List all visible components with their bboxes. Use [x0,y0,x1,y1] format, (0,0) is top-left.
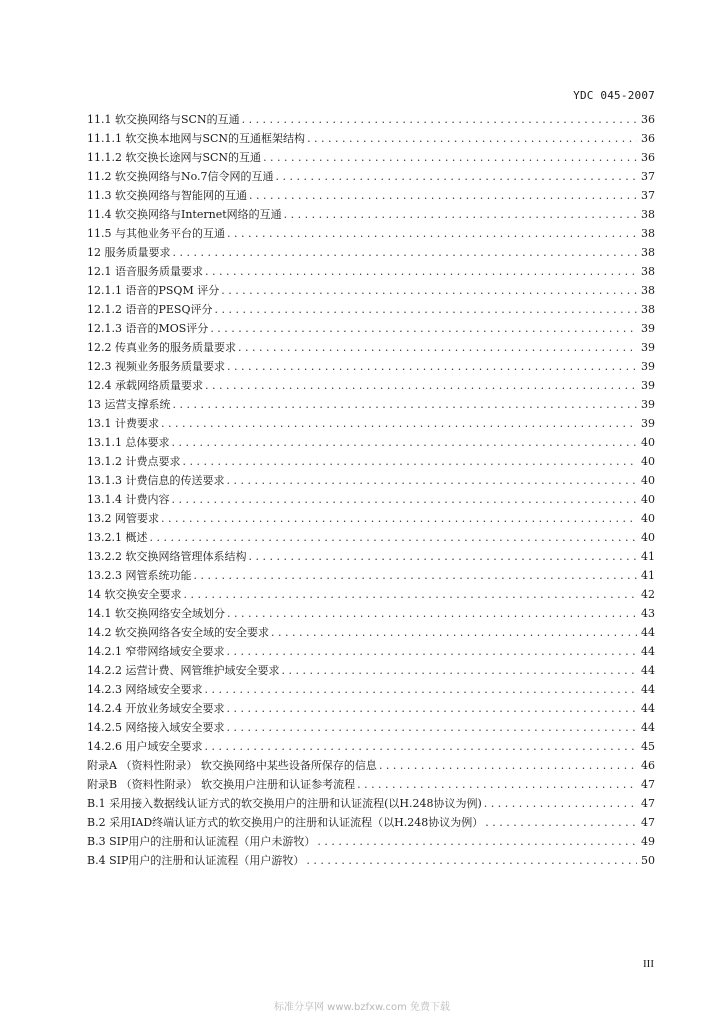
toc-entry-title: B.4 SIP用户的注册和认证流程（用户游牧） [87,854,305,867]
toc-entry[interactable] [87,718,655,737]
toc-entry-title: 14.2.1 窄带网络域安全要求 [87,645,225,658]
toc-entry[interactable] [87,243,655,262]
toc-leader-dots [263,148,637,167]
toc-entry-title: 11.1.1 软交换本地网与SCN的互通框架结构 [87,132,306,145]
toc-leader-dots [484,794,637,813]
toc-entry-page: 43 [641,607,655,620]
toc-leader-dots [317,832,637,851]
toc-entry[interactable] [87,604,655,623]
toc-leader-dots [226,642,637,661]
toc-entry[interactable] [87,395,655,414]
toc-entry-title: 13 运营支撑系统 [87,398,171,411]
toc-leader-dots [281,661,637,680]
toc-entry[interactable] [87,110,655,129]
toc-leader-dots [227,224,637,243]
toc-entry-title: 12.1.1 语音的PSQM 评分 [87,284,220,297]
toc-leader-dots [271,623,637,642]
toc-leader-dots [149,528,637,547]
toc-entry-page: 38 [641,208,655,221]
toc-entry-title: 11.5 与其他业务平台的互通 [87,227,225,240]
toc-leader-dots [485,813,637,832]
toc-leader-dots [193,566,637,585]
toc-entry[interactable] [87,414,655,433]
toc-entry[interactable] [87,642,655,661]
toc-leader-dots [214,300,637,319]
toc-leader-dots [221,281,637,300]
toc-entry-page: 36 [641,151,655,164]
toc-entry-page: 50 [641,854,655,867]
toc-entry[interactable] [87,262,655,281]
toc-entry[interactable] [87,471,655,490]
toc-entry[interactable] [87,319,655,338]
toc-entry[interactable] [87,224,655,243]
toc-entry-title: 14.1 软交换网络安全域划分 [87,607,225,620]
toc-leader-dots [171,490,637,509]
page-number: III [643,958,654,970]
toc-entry-page: 47 [641,797,655,810]
toc-entry-page: 40 [641,436,655,449]
toc-entry-page: 39 [641,341,655,354]
toc-leader-dots [161,414,637,433]
toc-leader-dots [204,737,637,756]
toc-entry-title: 11.4 软交换网络与Internet网络的互通 [87,208,282,221]
toc-entry-title: 13.1.1 总体要求 [87,436,170,449]
toc-entry[interactable] [87,623,655,642]
toc-entry-page: 38 [641,227,655,240]
toc-entry-page: 39 [641,322,655,335]
toc-entry-page: 39 [641,360,655,373]
toc-entry[interactable] [87,680,655,699]
toc-entry-title: 12 服务质量要求 [87,246,171,259]
toc-entry-page: 38 [641,284,655,297]
toc-entry[interactable] [87,813,655,832]
toc-entry[interactable] [87,376,655,395]
toc-entry-title: 附录B （资料性附录） 软交换用户注册和认证参考流程 [87,778,356,791]
toc-entry[interactable] [87,585,655,604]
toc-entry[interactable] [87,300,655,319]
toc-entry-title: 14.2.5 网络接入域安全要求 [87,721,225,734]
toc-entry[interactable] [87,661,655,680]
toc-entry-page: 40 [641,531,655,544]
toc-entry[interactable] [87,528,655,547]
toc-entry-title: 13.2.1 概述 [87,531,148,544]
toc-entry-page: 37 [641,189,655,202]
toc-entry-page: 47 [641,816,655,829]
toc-entry-page: 44 [641,626,655,639]
toc-entry[interactable] [87,452,655,471]
toc-entry-page: 46 [641,759,655,772]
toc-leader-dots [248,547,637,566]
toc-entry-title: 12.2 传真业务的服务质量要求 [87,341,236,354]
toc-leader-dots [205,376,637,395]
toc-entry-title: 13.1.3 计费信息的传送要求 [87,474,225,487]
toc-entry[interactable] [87,699,655,718]
toc-entry[interactable] [87,737,655,756]
toc-entry-title: 14.2.4 开放业务域安全要求 [87,702,225,715]
toc-leader-dots [210,319,637,338]
toc-entry[interactable] [87,547,655,566]
toc-entry-title: 14.2.3 网络域安全要求 [87,683,203,696]
toc-entry[interactable] [87,357,655,376]
toc-entry-page: 44 [641,702,655,715]
toc-entry-page: 36 [641,132,655,145]
toc-leader-dots [171,433,637,452]
toc-leader-dots [226,471,637,490]
toc-entry-title: 附录A （资料性附录） 软交换网络中某些设备所保存的信息 [87,759,377,772]
toc-leader-dots [238,338,637,357]
toc-leader-dots [306,851,637,870]
toc-entry-page: 36 [641,113,655,126]
toc-leader-dots [227,357,637,376]
toc-entry-page: 39 [641,398,655,411]
toc-entry-title: 11.1.2 软交换长途网与SCN的互通 [87,151,262,164]
toc-entry-title: 12.4 承载网络质量要求 [87,379,203,392]
toc-entry-title: 13.1 计费要求 [87,417,159,430]
toc-entry[interactable] [87,338,655,357]
toc-entry-title: 11.1 软交换网络与SCN的互通 [87,113,240,126]
toc-entry[interactable] [87,433,655,452]
toc-leader-dots [205,262,637,281]
toc-leader-dots [276,167,637,186]
toc-entry[interactable] [87,775,655,794]
toc-entry[interactable] [87,129,655,148]
toc-leader-dots [227,604,637,623]
toc-entry-title: 12.1 语音服务质量要求 [87,265,203,278]
toc-leader-dots [249,186,637,205]
toc-entry-title: 13.2.2 软交换网络管理体系结构 [87,550,247,563]
toc-leader-dots [204,680,637,699]
toc-entry-page: 40 [641,455,655,468]
toc-leader-dots [161,509,637,528]
toc-leader-dots [182,452,637,471]
toc-entry-title: 13.2 网管要求 [87,512,159,525]
toc-entry[interactable] [87,167,655,186]
toc-entry[interactable] [87,756,655,775]
toc-entry-page: 40 [641,512,655,525]
toc-entry[interactable] [87,205,655,224]
toc-entry-title: 14 软交换安全要求 [87,588,182,601]
toc-entry-title: 14.2.2 运营计费、网管维护域安全要求 [87,664,280,677]
toc-entry-title: 14.2 软交换网络各安全域的安全要求 [87,626,269,639]
toc-entry-title: 13.1.4 计费内容 [87,493,170,506]
toc-entry-title: 13.2.3 网管系统功能 [87,569,192,582]
toc-leader-dots [357,775,637,794]
toc-entry[interactable] [87,148,655,167]
toc-entry-page: 44 [641,721,655,734]
toc-leader-dots [284,205,637,224]
document-code: YDC 045-2007 [573,89,655,102]
table-of-contents [87,110,655,870]
toc-entry-page: 44 [641,645,655,658]
toc-entry-page: 40 [641,474,655,487]
toc-entry-page: 38 [641,265,655,278]
toc-entry-title: 14.2.6 用户域安全要求 [87,740,203,753]
toc-entry[interactable] [87,832,655,851]
toc-entry-page: 42 [641,588,655,601]
toc-leader-dots [173,395,638,414]
toc-leader-dots [173,243,638,262]
toc-entry[interactable] [87,566,655,585]
toc-leader-dots [379,756,637,775]
toc-entry-title: 13.1.2 计费点要求 [87,455,181,468]
toc-entry-title: 12.1.2 语音的PESQ评分 [87,303,213,316]
toc-entry-page: 39 [641,417,655,430]
toc-entry-title: B.1 采用接入数据线认证方式的软交换用户的注册和认证流程(以H.248协议为例) [87,797,482,810]
toc-entry[interactable] [87,509,655,528]
toc-leader-dots [184,585,638,604]
toc-leader-dots [226,699,637,718]
toc-leader-dots [307,129,637,148]
toc-entry-title: B.3 SIP用户的注册和认证流程（用户未游牧） [87,835,316,848]
toc-entry-title: 11.2 软交换网络与No.7信令网的互通 [87,170,274,183]
toc-entry-page: 49 [641,835,655,848]
toc-entry-page: 41 [641,550,655,563]
toc-entry[interactable] [87,490,655,509]
watermark-footer: 标准分享网 www.bzfxw.com 免费下载 [274,1002,450,1013]
toc-entry-page: 41 [641,569,655,582]
toc-entry-page: 38 [641,246,655,259]
toc-entry-title: 11.3 软交换网络与智能网的互通 [87,189,247,202]
toc-entry-title: 12.1.3 语音的MOS评分 [87,322,209,335]
toc-entry-page: 40 [641,493,655,506]
toc-entry-title: 12.3 视频业务服务质量要求 [87,360,225,373]
toc-entry-page: 44 [641,683,655,696]
toc-leader-dots [242,110,637,129]
toc-entry-page: 47 [641,778,655,791]
toc-entry-page: 39 [641,379,655,392]
toc-entry-page: 38 [641,303,655,316]
toc-entry-page: 45 [641,740,655,753]
toc-entry[interactable] [87,794,655,813]
toc-entry-title: B.2 采用IAD终端认证方式的软交换用户的注册和认证流程（以H.248协议为例） [87,816,484,829]
toc-leader-dots [226,718,637,737]
toc-entry-page: 44 [641,664,655,677]
toc-entry-page: 37 [641,170,655,183]
toc-entry[interactable] [87,851,655,870]
toc-entry[interactable] [87,281,655,300]
toc-entry[interactable] [87,186,655,205]
